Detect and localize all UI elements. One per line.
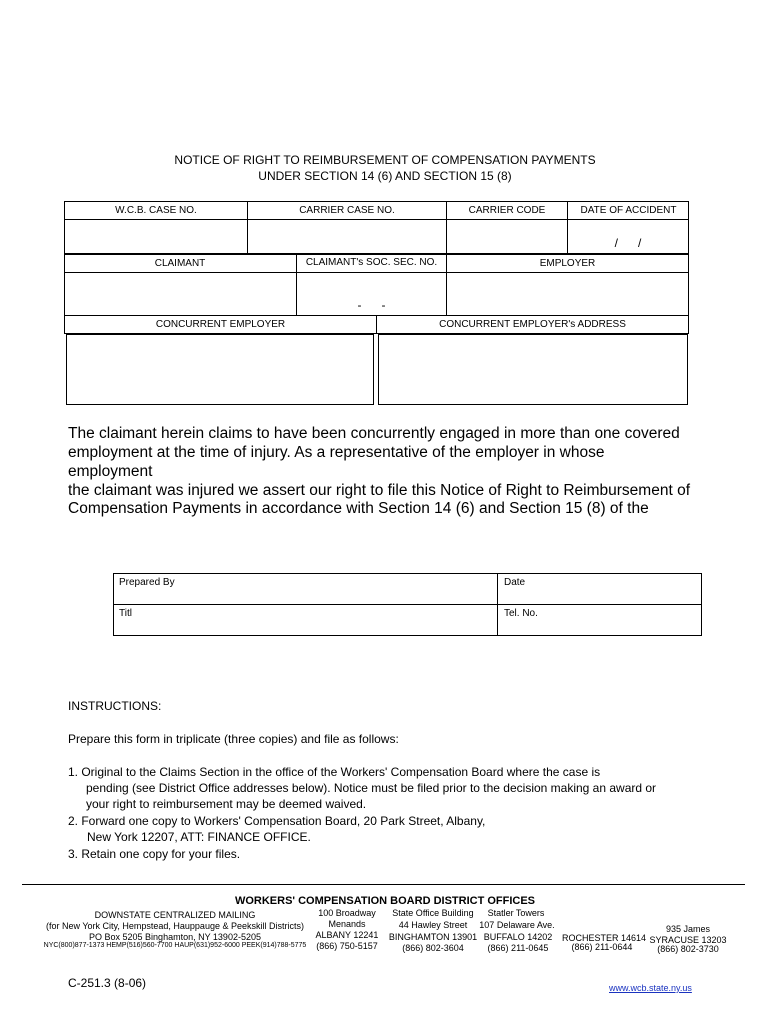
employer-field[interactable] — [446, 272, 689, 316]
date-separators: / / — [614, 236, 642, 250]
syracuse-phone: (866) 802-3730 — [657, 944, 719, 954]
prepared-by-label: Prepared By — [119, 577, 175, 588]
claimant-field[interactable] — [64, 272, 297, 316]
website-link[interactable]: www.wcb.state.ny.us — [609, 983, 692, 993]
syracuse-line-2: SYRACUSE 13203 — [649, 935, 727, 945]
buffalo-line-3: BUFFALO 14202 — [483, 932, 553, 942]
carrier-case-no-label: CARRIER CASE NO. — [299, 205, 395, 216]
instruction-1-line-3: your right to reimbursement may be deemed waived. — [86, 797, 367, 811]
date-field[interactable] — [498, 573, 702, 604]
statement-line-3: employment — [68, 463, 153, 480]
albany-line-3: ALBANY 12241 — [315, 930, 379, 940]
binghamton-phone: (866) 802-3604 — [402, 943, 464, 953]
concurrent-employer-address-label: CONCURRENT EMPLOYER's ADDRESS — [439, 319, 626, 330]
district-offices-heading: WORKERS' COMPENSATION BOARD DISTRICT OFFICES — [234, 895, 536, 907]
statement-line-4: the claimant was injured we assert our right to file this Notice of Right to Reimbursement of — [68, 482, 690, 499]
syracuse-line-1: 935 James — [665, 924, 711, 934]
carrier-code-label: CARRIER CODE — [468, 205, 546, 216]
instruction-2-line-2: New York 12207, ATT: FINANCE OFFICE. — [87, 830, 311, 844]
binghamton-line-1: State Office Building — [392, 908, 474, 918]
wcb-case-no-label: W.C.B. CASE NO. — [115, 205, 197, 216]
employer-label: EMPLOYER — [539, 258, 596, 269]
date-label: Date — [504, 577, 526, 588]
title-field[interactable] — [113, 605, 497, 636]
downstate-line-3: PO Box 5205 Binghamton, NY 13902-5205 — [89, 932, 261, 942]
albany-phone: (866) 750-5157 — [316, 941, 378, 951]
instructions-heading: INSTRUCTIONS: — [68, 699, 162, 713]
downstate-phones: NYC(800)877-1373 HEMP(516)560-7700 HAUP(631)952-6000 PEEK(914)788-5775 — [43, 942, 307, 949]
title-label: Titl — [119, 608, 132, 619]
instructions-intro: Prepare this form in triplicate (three copies) and file as follows: — [68, 732, 399, 746]
instruction-2-line-1: 2. Forward one copy to Workers' Compensation Board, 20 Park Street, Albany, — [68, 814, 486, 828]
concurrent-employer-label: CONCURRENT EMPLOYER — [155, 319, 286, 330]
statement-line-5: Compensation Payments in accordance with Section 14 (6) and Section 15 (8) of the — [68, 500, 649, 517]
ssn-separators: - - — [357, 298, 386, 312]
claimant-label: CLAIMANT — [154, 258, 206, 269]
footer-rule — [22, 884, 745, 885]
form-title-line1: NOTICE OF RIGHT TO REIMBURSEMENT OF COMPENSATION PAYMENTS — [174, 153, 596, 167]
binghamton-line-3: BINGHAMTON 13901 — [388, 932, 478, 942]
concurrent-employer-address-field[interactable] — [378, 334, 688, 405]
wcb-case-no-field[interactable] — [64, 219, 248, 254]
instruction-3: 3. Retain one copy for your files. — [68, 847, 241, 861]
date-of-accident-label: DATE OF ACCIDENT — [580, 205, 677, 216]
albany-line-2: Menands — [328, 919, 366, 929]
rochester-line-1: ROCHESTER 14614 — [562, 933, 647, 943]
instruction-1-line-1: 1. Original to the Claims Section in the office of the Workers' Compensation Board where the case is — [68, 765, 601, 779]
concurrent-employer-field[interactable] — [66, 334, 374, 405]
buffalo-line-2: 107 Delaware Ave. — [479, 920, 555, 930]
albany-line-1: 100 Broadway — [318, 908, 376, 918]
carrier-code-field[interactable] — [446, 219, 568, 254]
rochester-phone: (866) 211-0644 — [571, 942, 633, 952]
claimant-ssn-label: CLAIMANT's SOC. SEC. NO. — [305, 257, 438, 268]
binghamton-line-2: 44 Hawley Street — [398, 920, 468, 930]
form-title-line2: UNDER SECTION 14 (6) AND SECTION 15 (8) — [258, 169, 512, 183]
statement-line-1: The claimant herein claims to have been concurrently engaged in more than one covered — [68, 425, 680, 442]
statement-line-2: employment at the time of injury. As a representative of the employer in whose — [68, 444, 605, 461]
buffalo-line-1: Statler Towers — [487, 908, 545, 918]
downstate-line-2: (for New York City, Hempstead, Hauppauge & Peekskill Districts) — [46, 921, 304, 931]
buffalo-phone: (866) 211-0645 — [487, 943, 549, 953]
downstate-line-1: DOWNSTATE CENTRALIZED MAILING — [94, 910, 256, 920]
carrier-case-no-field[interactable] — [247, 219, 447, 254]
instruction-1-line-2: pending (see District Office addresses below). Notice must be filed prior to the decision making an award or — [86, 781, 657, 795]
tel-no-label: Tel. No. — [504, 608, 538, 619]
form-number: C-251.3 (8-06) — [68, 976, 147, 990]
